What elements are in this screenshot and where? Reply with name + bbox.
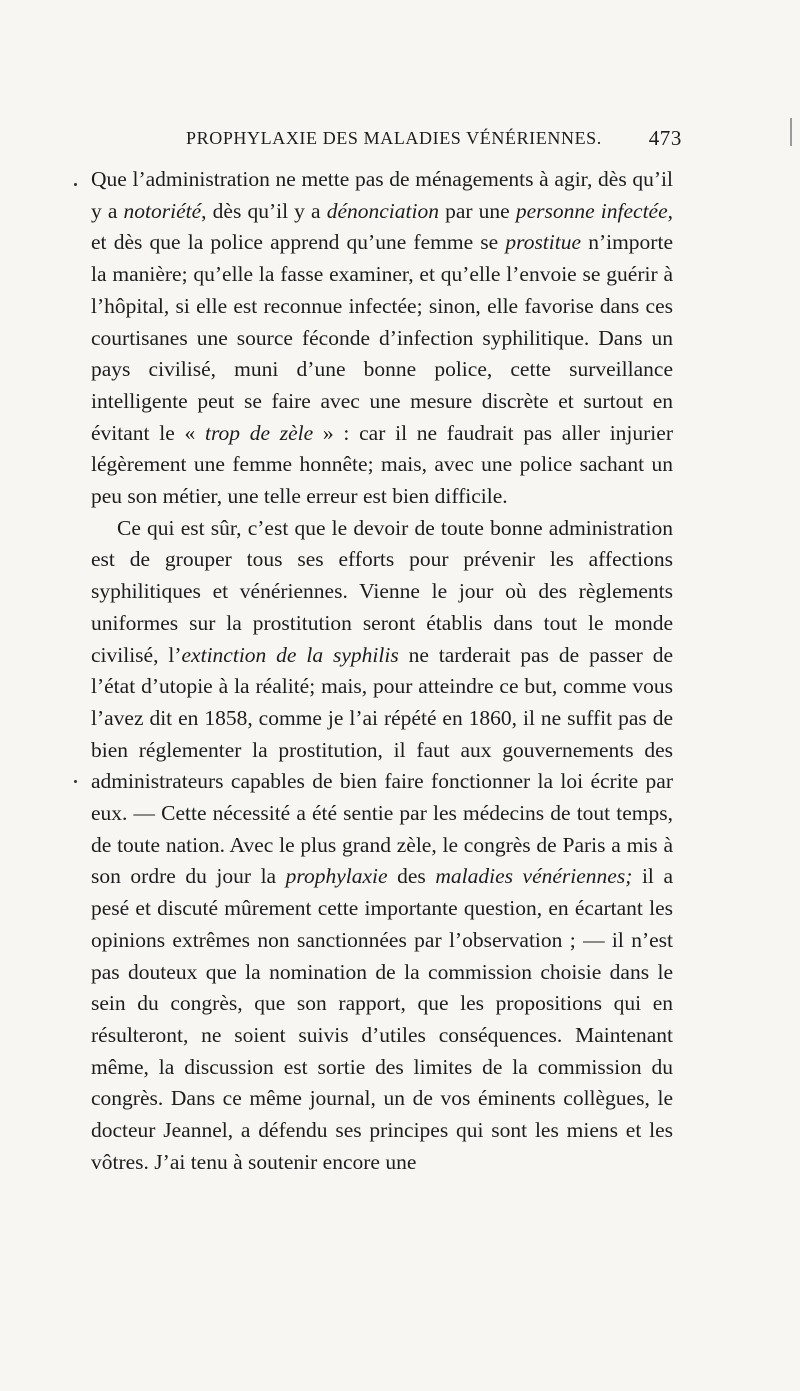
italic-run: dénonciation [326,198,439,223]
body-text [91,164,673,1179]
italic-run: personne infectée [515,198,668,223]
text-run: des [387,864,436,889]
italic-run: extinction de la syphilis [181,642,399,667]
text-run: n’importe la manière; qu’elle la fasse examiner, et qu’elle l’envoie se guérir à l’hôpital, si elle est reconnue infectée; sinon, elle favorise dans ces courtisanes une source féconde d’infection syphilitique. Dans un pays civilisé, muni d’une bonne police, cette surveillance intelligente peut se faire avec une mesure discrète et surtout en évitant le « [91,230,673,445]
text-run: » : car il ne faudrait pas aller injurier légèrement une femme honnête; mais, avec une police sachant un peu son métier, une telle erreur est bien difficile. [91,420,673,509]
page-number: 473 [648,126,682,150]
running-head-title: PROPHYLAXIE DES MALADIES VÉNÉRIENNES. [186,128,602,148]
italic-run: trop de zèle [204,420,314,445]
margin-mark [74,183,77,186]
running-head [186,128,682,156]
text-run: , dès qu’il y a [201,198,327,223]
italic-run: notoriété [123,198,202,223]
text-run: , et dès que la police apprend qu’une femme se [91,198,673,255]
text-run: ne tarderait pas de passer de l’état d’utopie à la réalité; mais, pour atteindre ce but, comme vous l’avez dit en 1858, comme je l’ai répété en 1860, il ne suffit pas de bien réglementer la prostitution, il faut aux gouvernements des administrateurs capables de bien faire fonctionner la loi écrite par eux. — Cette nécessité a été sentie par les médecins de tout temps, de toute nation. Avec le plus grand zèle, le congrès de Paris a mis à son ordre du jour la [91,642,673,889]
facing-page-edge [790,118,800,146]
text-run: il a pesé et discuté mûrement cette importante question, en écartant les opinions extrêmes non sanctionnées par l’observation ; — il n’est pas douteux que la nomination de la commission choisie dans le sein du congrès, que son rapport, que les propositions qui en résulteront, ne soient suivis d’utiles conséquences. Maintenant même, la discussion est sortie des limites de la commission du congrès. Dans ce même journal, un de vos éminents collègues, le docteur Jeannel, a défendu ses principes qui sont les miens et les vôtres. J’ai tenu à soutenir encore une [91,864,673,1174]
text-run: par une [438,198,516,223]
text-run: Que l’administration ne mette pas de ménagements à agir, dès qu’il y a [91,167,673,223]
italic-run: prophylaxie [285,864,388,889]
italic-run: prostitue [505,230,582,255]
paragraph [91,164,673,513]
italic-run: maladies vénériennes; [435,864,633,889]
text-run: Ce qui est sûr, c’est que le devoir de toute bonne administration est de grouper tous ses efforts pour prévenir les affections syphilitiques et vénériennes. Vienne le jour où des règlements uniformes sur la prostitution seront établis dans tout le monde civilisé, l’ [91,515,673,667]
margin-mark [74,780,77,783]
paragraph [91,513,673,1179]
